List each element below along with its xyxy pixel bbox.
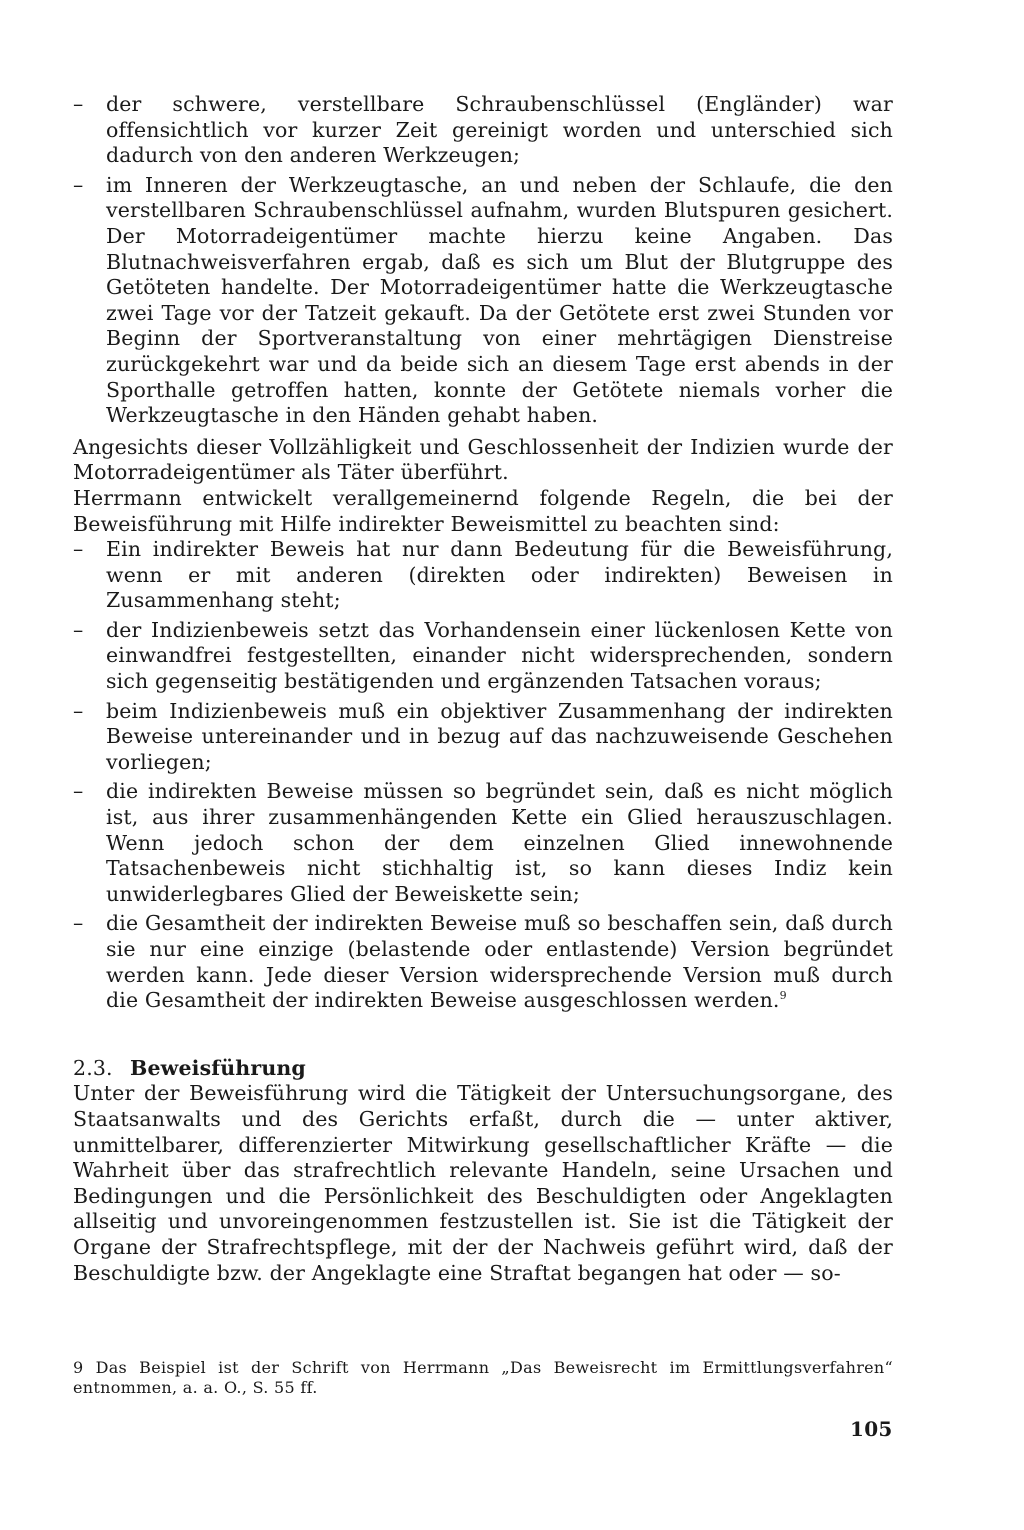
list-item	[73, 618, 893, 695]
list-item-text: im Inneren der Werkzeugtasche, an und neben der Schlaufe, die den verstellbaren Schraubenschlüssel aufnahm, wurden Blutspuren gesichert. Der Motorradeigentümer machte hierzu keine Angaben. Das Blutnachweisverfahren ergab, daß es sich um Blut der Blutgruppe des Getöteten handelte. Der Motorradeigentümer hatte die Werkzeugtasche zwei Tage vor der Tatzeit gekauft. Da der Getötete erst zwei Stunden vor Beginn der Sportveranstaltung von einer mehrtägigen Dienstreise zurückgekehrt war und da beide sich an diesem Tage erst abends in der Sporthalle getroffen hatten, konnte der Getötete niemals vorher die Werkzeugtasche in den Händen gehabt haben.	[106, 172, 893, 428]
list-item	[73, 911, 893, 1013]
page-body	[73, 92, 893, 1286]
list-item	[73, 537, 893, 614]
section-number: 2.3.	[73, 1055, 113, 1080]
list-item-text: die Gesamtheit der indirekten Beweise muß so beschaffen sein, daß durch sie nur eine einzige (belastende oder entlastende) Version begründet werden kann. Jede dieser Version widersprechende Version muß durch die Gesamtheit der indirekten Beweise ausgeschlossen werden.	[106, 911, 893, 1013]
dash-marker: –	[73, 911, 84, 936]
paragraph-rules-intro: Herrmann entwickelt verallgemeinernd folgende Regeln, die bei der Beweisführung mit Hilfe indirekter Beweismittel zu beachten sind:	[73, 485, 893, 536]
section-paragraph: Unter der Beweisführung wird die Tätigkeit der Untersuchungsorgane, des Staatsanwalts und des Gerichts erfaßt, durch die — unter aktiver, unmittelbarer, differenzierter Mitwirkung gesellschaftlicher Kräfte — die Wahrheit über das strafrechtlich relevante Handeln, seine Ursachen und Bedingungen und die Persönlichkeit des Beschuldigten oder Angeklagten allseitig und unvoreingenommen festzustellen ist. Sie ist die Tätigkeit der Organe der Strafrechtspflege, mit der der Nachweis geführt wird, daß der Beschuldigte bzw. der Angeklagte eine Straftat begangen hat oder — so-	[73, 1081, 893, 1285]
list-item	[73, 699, 893, 776]
list-item	[73, 92, 893, 169]
page-number: 105	[850, 1417, 893, 1441]
section-heading	[73, 1056, 893, 1082]
list-item	[73, 779, 893, 907]
list-item-text: beim Indizienbeweis muß ein objektiver Zusammenhang der indirekten Beweise untereinander und in bezug auf das nachzuweisende Geschehen vorliegen;	[106, 698, 893, 774]
list-item-text: die indirekten Beweise müssen so begründet sein, daß es nicht möglich ist, aus ihrer zusammenhängenden Kette ein Glied herauszuschlagen. Wenn jedoch schon der dem einzelnen Glied innewohnende Tatsachenbeweis nicht stichhaltig ist, so kann dieses Indiz kein unwiderlegbares Glied der Beweiskette sein;	[106, 779, 893, 906]
list-item-text: der schwere, verstellbare Schraubenschlüssel (Engländer) war offensichtlich vor kurzer Zeit gereinigt worden und unterschied sich dadurch von den anderen Werkzeugen;	[106, 92, 893, 168]
footnote-reference: 9	[779, 989, 787, 1003]
section-title: Beweisführung	[130, 1055, 306, 1080]
dash-marker: –	[73, 698, 84, 723]
dash-marker: –	[73, 537, 84, 562]
dash-marker: –	[73, 172, 84, 197]
list-item	[73, 173, 893, 429]
dash-marker: –	[73, 617, 84, 642]
list-item-text: der Indizienbeweis setzt das Vorhandensein einer lückenlosen Kette von einwandfrei festgestellten, einander nicht widersprechenden, sondern sich gegenseitig bestätigenden und ergänzenden Tatsachen voraus;	[106, 617, 893, 694]
dash-marker: –	[73, 779, 84, 804]
dash-marker: –	[73, 92, 84, 116]
list-item-text: Ein indirekter Beweis hat nur dann Bedeutung für die Beweisführung, wenn er mit anderen (direkten oder indirekten) Beweisen in Zusammenhang steht;	[106, 537, 893, 613]
paragraph-conclusion: Angesichts dieser Vollzähligkeit und Geschlossenheit der Indizien wurde der Motorradeigentümer als Täter überführt.	[73, 434, 893, 485]
footnote: 9 Das Beispiel ist der Schrift von Herrmann „Das Beweisrecht im Ermittlungsverfahren“ entnommen, a. a. O., S. 55 ff.	[73, 1358, 893, 1397]
